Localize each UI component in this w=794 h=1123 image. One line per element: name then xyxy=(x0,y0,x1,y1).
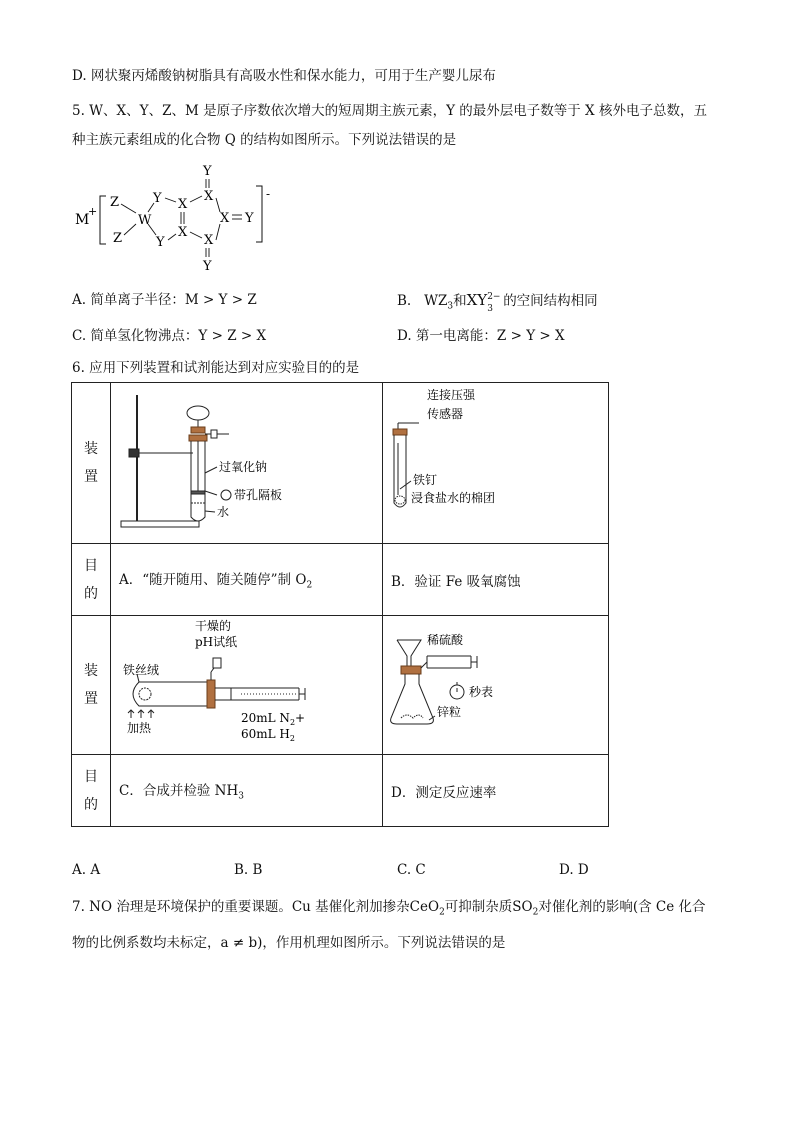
apparatus-a xyxy=(111,383,383,544)
atom-x1: X xyxy=(178,197,188,212)
apparatus-c-drawing xyxy=(111,616,382,750)
q7-line1-part-b: 可抑制杂质 xyxy=(444,899,513,915)
row-label-apparatus xyxy=(72,383,111,544)
label-iron-wool: 铁丝绒 xyxy=(123,663,160,677)
goal-a xyxy=(111,544,383,616)
label-heat: 加热 xyxy=(127,721,152,735)
atom-y4: Y xyxy=(245,211,254,226)
atom-x5: X xyxy=(204,233,214,248)
label-dilute-sulfuric-acid: 稀硫酸 xyxy=(427,633,464,647)
q5-option-a: A. 简单离子半径：M > Y > Z xyxy=(72,292,257,308)
row-label-goal-1 xyxy=(72,544,111,616)
apparatus-a-drawing xyxy=(111,383,382,539)
q6-choice-a: A. A xyxy=(72,862,101,878)
label-dry: 干燥的 xyxy=(195,619,232,633)
q7-stem-line1 xyxy=(72,898,706,922)
goal-c-formula-sub: 3 xyxy=(238,791,244,802)
label-zinc-granules: 锌粒 xyxy=(437,705,462,719)
q5-option-b xyxy=(397,291,598,316)
goal-c xyxy=(111,755,383,827)
q5-option-b-formula2-sub: 3 xyxy=(487,303,493,314)
q5-option-b-formula1-sub: 3 xyxy=(447,301,454,312)
atom-y3: Y xyxy=(203,164,212,179)
q7-stem-line2: 物的比例系数均未标定，a ≠ b)，作用机理如图所示。下列说法错误的是 xyxy=(72,935,506,951)
q5-option-b-tail: 的空间结构相同 xyxy=(503,293,598,309)
label-apparatus-char1: 装 xyxy=(84,441,98,457)
goal-c-text: C．合成并检验 xyxy=(119,783,211,800)
atom-x3: X xyxy=(204,189,214,204)
label-n2-volume: 20mL $N_2+$ xyxy=(241,711,306,727)
apparatus-d-drawing xyxy=(383,616,608,750)
row-label-apparatus-2 xyxy=(72,616,111,755)
goal-d-text: D．测定反应速率 xyxy=(391,784,497,801)
q5-option-b-and: 和 xyxy=(453,293,467,309)
label-goal-char1: 目 xyxy=(84,557,98,574)
q5-stem-line1: 5. W、X、Y、Z、M 是原子序数依次增大的短周期主族元素，Y 的最外层电子数等于 X 核外电子总数，五 xyxy=(72,103,707,119)
label-iron-nail: 铁钉 xyxy=(413,473,438,487)
left-bracket xyxy=(100,196,106,244)
q6-apparatus-table xyxy=(71,382,609,827)
apparatus-b-drawing xyxy=(383,383,608,539)
label-pressure-sensor-1: 连接压强 xyxy=(427,388,476,402)
label-pressure-sensor-2: 传感器 xyxy=(427,407,464,421)
label-porous-plate: 带孔隔板 xyxy=(234,488,283,502)
row-label-goal-2 xyxy=(72,755,111,827)
atom-y1: Y xyxy=(153,191,162,206)
label-water: 水 xyxy=(217,505,230,519)
q7-formula-ceo2: CeO xyxy=(409,899,440,915)
label-goal2-char1: 目 xyxy=(84,768,98,785)
apparatus-d xyxy=(383,616,609,755)
atom-z2: Z xyxy=(113,231,123,246)
goal-b-text: B．验证 Fe 吸氧腐蚀 xyxy=(391,573,521,590)
q5-option-b-formula2: XY xyxy=(466,291,488,309)
label-goal-char2: 的 xyxy=(84,585,98,602)
atom-w: W xyxy=(138,213,152,228)
label-apparatus-char2: 置 xyxy=(84,469,98,485)
q6-choice-c: C. C xyxy=(397,862,426,878)
q5-option-b-letter: B. xyxy=(397,293,412,309)
label-apparatus2-char1: 装 xyxy=(84,663,98,679)
q6-choice-d: D. D xyxy=(559,862,589,878)
label-sodium-peroxide: 过氧化钠 xyxy=(219,460,268,474)
label-stopwatch: 秒表 xyxy=(469,685,494,699)
apparatus-b xyxy=(383,383,609,544)
atom-y5: Y xyxy=(203,259,212,274)
atom-x4: X xyxy=(220,211,230,226)
atom-y2: Y xyxy=(156,235,165,250)
goal-a-formula-sub: 2 xyxy=(306,580,313,591)
q5-option-b-formula2-sup: 2− xyxy=(487,291,501,302)
label-goal2-char2: 的 xyxy=(84,796,98,813)
anion-charge: - xyxy=(266,187,271,201)
atom-x2: X xyxy=(178,225,188,240)
q7-formula-ceo2-sub: 2 xyxy=(439,907,445,918)
right-bracket xyxy=(256,186,262,242)
cation-charge: + xyxy=(88,205,98,218)
goal-b xyxy=(383,544,609,616)
goal-a-formula: O xyxy=(295,572,307,589)
q5-structure-diagram xyxy=(70,160,290,278)
label-apparatus2-char2: 置 xyxy=(84,691,98,707)
goal-d xyxy=(383,755,609,827)
label-ph-paper: pH试纸 xyxy=(195,635,238,649)
q5-option-b-formula1: WZ xyxy=(424,293,448,309)
atom-z1: Z xyxy=(110,195,120,210)
q5-option-d: D. 第一电离能：Z > Y > X xyxy=(397,328,565,344)
q7-line1-part-c: 对催化剂的影响(含 Ce 化合 xyxy=(538,899,706,915)
q6-stem: 6. 应用下列装置和试剂能达到对应实验目的的是 xyxy=(72,360,360,376)
apparatus-c xyxy=(111,616,383,755)
goal-c-formula: NH xyxy=(214,783,239,800)
q7-line1-part-a: 7. NO 治理是环境保护的重要课题。Cu 基催化剂加掺杂 xyxy=(72,899,410,915)
q7-formula-so2-sub: 2 xyxy=(532,907,539,918)
q6-choice-b: B. B xyxy=(234,862,263,878)
goal-a-text: A．“随开随用、随关随停”制 xyxy=(119,572,292,589)
q4-option-d: D. 网状聚丙烯酸钠树脂具有高吸水性和保水能力，可用于生产婴儿尿布 xyxy=(72,68,496,84)
cation-M: M xyxy=(75,212,90,228)
q7-formula-so2: SO xyxy=(512,899,533,915)
q5-option-c: C. 简单氢化物沸点：Y > Z > X xyxy=(72,328,267,344)
label-h2-volume: 60mL $H_2$ xyxy=(241,727,295,743)
label-salt-cotton: 浸食盐水的棉团 xyxy=(411,491,496,505)
q5-stem-line2: 种主族元素组成的化合物 Q 的结构如图所示。下列说法错误的是 xyxy=(72,132,457,148)
